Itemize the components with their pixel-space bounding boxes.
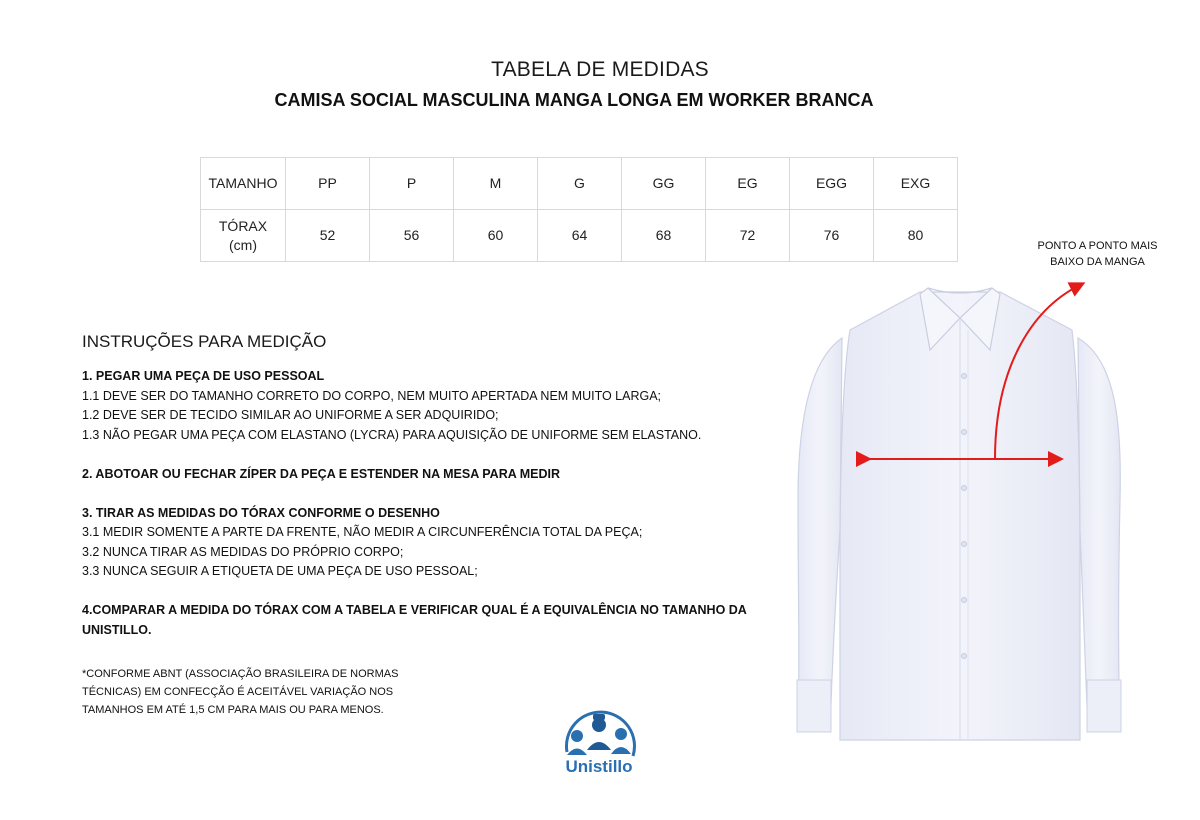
chest-row: [201, 210, 958, 262]
shirt-button: [962, 430, 967, 435]
size-cell: PP: [286, 158, 370, 210]
size-cell: EGG: [790, 158, 874, 210]
size-row-label: TAMANHO: [201, 158, 286, 210]
left-sleeve: [798, 338, 842, 732]
footnote-line: TÉCNICAS) EM CONFECÇÃO É ACEITÁVEL VARIAÇÃO NOS: [82, 686, 394, 698]
chest-cell: 68: [622, 210, 706, 262]
shirt-button: [962, 598, 967, 603]
step-2-title: 2. ABOTOAR OU FECHAR ZÍPER DA PEÇA E ESTENDER NA MESA PARA MEDIR: [82, 466, 561, 481]
shirt-button: [962, 654, 967, 659]
chest-cell: 60: [454, 210, 538, 262]
sleeve-note-line: PONTO A PONTO MAIS: [1037, 240, 1158, 252]
chest-row-label: [201, 210, 286, 262]
instructions-heading: INSTRUÇÕES PARA MEDIÇÃO: [82, 332, 327, 351]
chest-unit: (cm): [229, 236, 257, 253]
product-title: CAMISA SOCIAL MASCULINA MANGA LONGA EM WORKER BRANCA: [274, 90, 874, 110]
size-cell: EG: [706, 158, 790, 210]
step-3-2: 3.2 NUNCA TIRAR AS MEDIDAS DO PRÓPRIO CORPO;: [82, 544, 404, 559]
size-cell: M: [454, 158, 538, 210]
shirt-button: [962, 542, 967, 547]
step-1-title: 1. PEGAR UMA PEÇA DE USO PESSOAL: [82, 369, 325, 383]
chest-cell: 72: [706, 210, 790, 262]
size-row: [201, 158, 958, 210]
size-cell: G: [538, 158, 622, 210]
page-title: TABELA DE MEDIDAS: [491, 58, 709, 81]
right-sleeve: [1078, 338, 1120, 732]
step-3-1: 3.1 MEDIR SOMENTE A PARTE DA FRENTE, NÃO MEDIR A CIRCUNFERÊNCIA TOTAL DA PEÇA;: [82, 525, 643, 539]
footnote-line: *CONFORME ABNT (ASSOCIAÇÃO BRASILEIRA DE NORMAS: [82, 668, 399, 680]
footnote-line: TAMANHOS EM ATÉ 1,5 CM PARA MAIS OU PARA MENOS.: [82, 704, 384, 716]
size-cell: GG: [622, 158, 706, 210]
chest-cell: 76: [790, 210, 874, 262]
step-1-1: 1.1 DEVE SER DO TAMANHO CORRETO DO CORPO, NEM MUITO APERTADA NEM MUITO LARGA;: [82, 388, 662, 403]
step-1-3: 1.3 NÃO PEGAR UMA PEÇA COM ELASTANO (LYCRA) PARA AQUISIÇÃO DE UNIFORME SEM ELASTANO.: [82, 427, 702, 442]
instructions-list: [82, 367, 782, 640]
sleeve-note-line: BAIXO DA MANGA: [1050, 256, 1145, 268]
size-cell: EXG: [874, 158, 958, 210]
step-3-3: 3.3 NUNCA SEGUIR A ETIQUETA DE UMA PEÇA DE USO PESSOAL;: [82, 564, 478, 578]
size-table: [200, 157, 958, 262]
shirt-illustration: [780, 270, 1160, 750]
shirt-button: [962, 374, 967, 379]
logo-wordmark: Unistillo: [565, 757, 633, 776]
step-4-title: 4.COMPARAR A MEDIDA DO TÓRAX COM A TABELA E VERIFICAR QUAL É A EQUIVALÊNCIA NO TAMANHO DA UNISTILLO.: [82, 603, 747, 637]
size-cell: P: [370, 158, 454, 210]
step-3-title: 3. TIRAR AS MEDIDAS DO TÓRAX CONFORME O DESENHO: [82, 505, 440, 520]
chest-cell: 56: [370, 210, 454, 262]
abnt-footnote: [82, 665, 402, 719]
unistillo-logo: [553, 700, 645, 782]
chest-cell: 80: [874, 210, 958, 262]
shirt-button: [962, 486, 967, 491]
step-1-2: 1.2 DEVE SER DE TECIDO SIMILAR AO UNIFORME A SER ADQUIRIDO;: [82, 408, 499, 422]
chest-cell: 64: [538, 210, 622, 262]
sleeve-measure-note: [1025, 238, 1170, 270]
chest-label: TÓRAX: [218, 217, 268, 234]
chest-cell: 52: [286, 210, 370, 262]
